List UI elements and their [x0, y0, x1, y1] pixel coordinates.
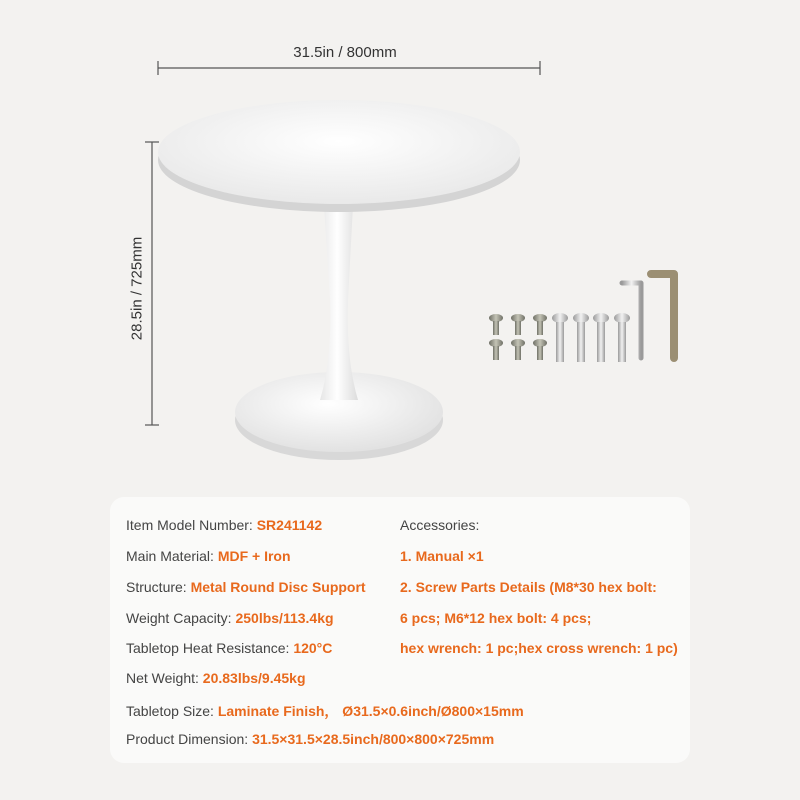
spec-label: Product Dimension:: [126, 731, 253, 747]
spec-label: Tabletop Heat Resistance:: [126, 640, 294, 656]
spec-label: Structure:: [126, 579, 191, 595]
spec-value: 31.5×31.5×28.5inch/800×800×725mm: [252, 731, 495, 747]
spec-label: Tabletop Size:: [126, 703, 218, 719]
width-dimension-label: 31.5in / 800mm: [293, 44, 397, 61]
width-dimension-line: [158, 61, 540, 75]
spec-label: Item Model Number:: [126, 517, 257, 533]
spec-label: Net Weight:: [126, 670, 203, 686]
spec-value: 120°C: [293, 640, 333, 656]
short-bolts: [489, 314, 547, 360]
spec-main-material: [126, 548, 291, 564]
spec-product-dimension: [126, 731, 494, 747]
long-bolts: [552, 313, 630, 362]
spec-value: MDF + Iron: [217, 548, 291, 564]
height-dimension-line: [145, 142, 159, 425]
spec-value: SR241142: [256, 517, 323, 533]
spec-value: 20.83lbs/9.45kg: [202, 670, 306, 686]
spec-value: 250lbs/113.4kg: [235, 610, 334, 626]
hex-wrenches: [622, 274, 674, 358]
spec-tabletop-size: [126, 701, 524, 721]
spec-label: Main Material:: [126, 548, 218, 564]
accessory-line: 6 pcs; M6*12 hex bolt: 4 pcs;: [400, 610, 592, 626]
spec-weight-capacity: [126, 610, 334, 626]
spec-net-weight: [126, 670, 306, 686]
table-stem: [320, 205, 358, 400]
accessory-line: 1. Manual ×1: [400, 548, 484, 564]
spec-heat-resistance: [126, 640, 332, 656]
spec-label: Weight Capacity:: [126, 610, 236, 626]
accessory-line: hex wrench: 1 pc;hex cross wrench: 1 pc): [400, 640, 678, 656]
tabletop: [158, 100, 520, 212]
accessories-heading: Accessories:: [400, 517, 480, 533]
accessory-line: 2. Screw Parts Details (M8*30 hex bolt:: [400, 579, 657, 595]
spec-structure: [126, 579, 366, 595]
spec-item-model-number: [126, 517, 322, 533]
height-dimension-label: 28.5in / 725mm: [128, 236, 146, 341]
spec-value: Laminate Finish， Ø31.5×0.6inch/Ø800×15mm: [217, 703, 524, 719]
spec-value: Metal Round Disc Support: [190, 579, 366, 595]
spec-card: [110, 497, 690, 763]
